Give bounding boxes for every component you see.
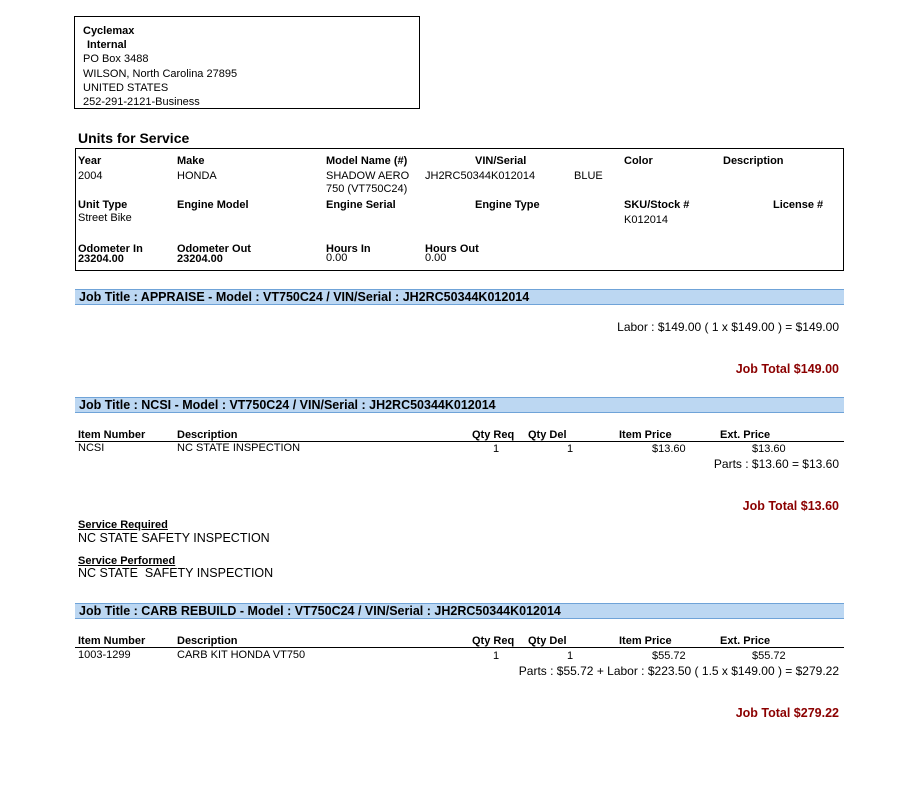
model-name-line1: SHADOW AERO xyxy=(326,170,410,182)
hours-in-value: 0.00 xyxy=(326,252,348,264)
vin-label: VIN/Serial xyxy=(475,155,527,167)
dealer-address-box xyxy=(74,16,420,109)
job-title: Job Title : APPRAISE - Model : VT750C24 / VIN/Serial : JH2RC50344K012014 xyxy=(79,290,530,304)
unit-type-label: Unit Type xyxy=(78,199,128,211)
service-required-text: NC STATE SAFETY INSPECTION xyxy=(78,531,270,545)
item-ext-price: $13.60 xyxy=(752,443,786,455)
odometer-in-label: Odometer In xyxy=(78,243,143,255)
item-price: $13.60 xyxy=(652,443,686,455)
item-price: $55.72 xyxy=(652,650,686,662)
description-header: Description xyxy=(177,635,238,647)
dealer-city-state: WILSON, North Carolina 27895 xyxy=(83,68,238,80)
table-header-rule xyxy=(75,647,844,648)
item-number: 1003-1299 xyxy=(78,649,131,661)
license-label: License # xyxy=(773,199,824,211)
year-label: Year xyxy=(78,155,102,167)
make-label: Make xyxy=(177,155,205,167)
hours-out-label: Hours Out xyxy=(425,243,479,255)
dealer-phone: 252-291-2121-Business xyxy=(83,96,200,108)
item-number-header: Item Number xyxy=(78,635,146,647)
job-total: Job Total $13.60 xyxy=(742,499,839,513)
odometer-in-value: 23204.00 xyxy=(78,253,124,265)
dealer-po-box: PO Box 3488 xyxy=(83,53,149,65)
hours-in-label: Hours In xyxy=(326,243,371,255)
sku-value: K012014 xyxy=(624,214,669,226)
dealer-subname: Internal xyxy=(87,39,127,51)
job-summary: Parts : $13.60 = $13.60 xyxy=(713,457,839,471)
job-summary: Parts : $55.72 + Labor : $223.50 ( 1.5 x $149.00 ) = $279.22 xyxy=(518,664,839,678)
model-name-label: Model Name (#) xyxy=(326,155,408,167)
item-number: NCSI xyxy=(78,442,105,454)
description-label: Description xyxy=(723,155,784,167)
job-title-bar-appraise xyxy=(75,289,844,305)
qty-del-header: Qty Del xyxy=(528,429,567,441)
job-summary: Labor : $149.00 ( 1 x $149.00 ) = $149.00 xyxy=(617,320,839,334)
service-required-label: Service Required xyxy=(78,519,168,531)
service-performed-label: Service Performed xyxy=(78,555,176,567)
engine-model-label: Engine Model xyxy=(177,199,249,211)
dealer-country: UNITED STATES xyxy=(83,82,169,94)
qty-req-header: Qty Req xyxy=(472,635,515,647)
engine-type-label: Engine Type xyxy=(475,199,540,211)
description-header: Description xyxy=(177,429,238,441)
job-title-bar-carb-rebuild xyxy=(75,603,844,619)
qty-del-header: Qty Del xyxy=(528,635,567,647)
ext-price-header: Ext. Price xyxy=(720,635,771,647)
qty-req-header: Qty Req xyxy=(472,429,515,441)
item-ext-price: $55.72 xyxy=(752,650,786,662)
sku-label: SKU/Stock # xyxy=(624,199,690,211)
item-price-header: Item Price xyxy=(619,429,672,441)
make-value: HONDA xyxy=(177,170,217,182)
dealer-name: Cyclemax xyxy=(83,25,135,37)
units-box xyxy=(75,148,844,271)
color-value: BLUE xyxy=(574,170,603,182)
model-name-line2: 750 (VT750C24) xyxy=(326,183,408,195)
item-qty-req: 1 xyxy=(493,443,500,455)
job-title-bar-ncsi xyxy=(75,397,844,413)
odometer-out-value: 23204.00 xyxy=(177,253,223,265)
job-total: Job Total $279.22 xyxy=(735,706,839,720)
hours-out-value: 0.00 xyxy=(425,252,447,264)
item-price-header: Item Price xyxy=(619,635,672,647)
item-description: NC STATE INSPECTION xyxy=(177,442,301,454)
units-section-title: Units for Service xyxy=(78,130,190,146)
job-total: Job Total $149.00 xyxy=(735,362,839,376)
unit-type-value: Street Bike xyxy=(78,212,132,224)
ext-price-header: Ext. Price xyxy=(720,429,771,441)
item-number-header: Item Number xyxy=(78,429,146,441)
item-description: CARB KIT HONDA VT750 xyxy=(177,649,306,661)
job-title: Job Title : CARB REBUILD - Model : VT750C24 / VIN/Serial : JH2RC50344K012014 xyxy=(79,604,561,618)
item-qty-req: 1 xyxy=(493,650,500,662)
engine-serial-label: Engine Serial xyxy=(326,199,396,211)
year-value: 2004 xyxy=(78,170,103,182)
service-performed-text: NC STATE SAFETY INSPECTION xyxy=(78,566,274,580)
item-qty-del: 1 xyxy=(567,443,574,455)
vin-value: JH2RC50344K012014 xyxy=(425,170,536,182)
color-label: Color xyxy=(624,155,653,167)
job-title: Job Title : NCSI - Model : VT750C24 / VIN/Serial : JH2RC50344K012014 xyxy=(79,398,496,412)
odometer-out-label: Odometer Out xyxy=(177,243,251,255)
item-qty-del: 1 xyxy=(567,650,574,662)
